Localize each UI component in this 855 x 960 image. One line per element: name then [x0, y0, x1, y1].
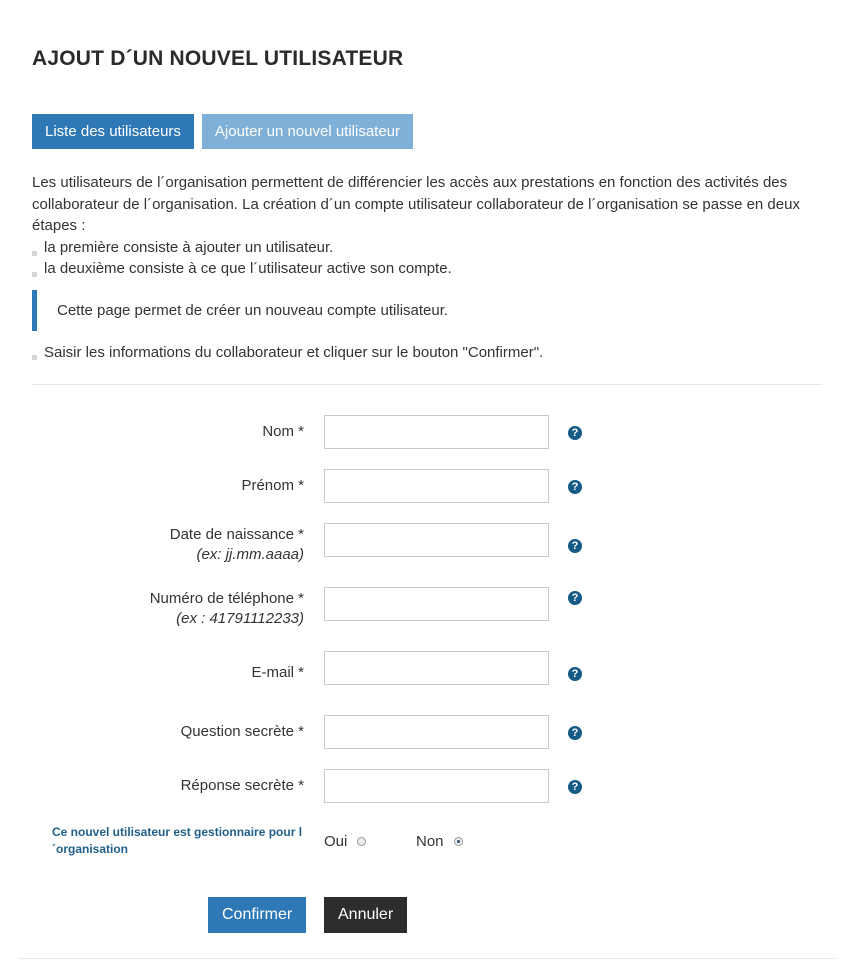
instruction-text: Saisir les informations du collaborateur et cliquer sur le bouton "Confirmer". [32, 344, 543, 361]
field-hint: (ex: jj.mm.aaaa) [196, 546, 304, 563]
field-label-text: Question secrète * [180, 723, 304, 740]
question-circle-icon[interactable]: ? [568, 591, 582, 605]
field-label-birthdate [170, 525, 304, 565]
radio-label-non: Non [416, 833, 444, 850]
radio-label-oui: Oui [324, 833, 348, 850]
field-label-text: Date de naissance * [169, 526, 304, 543]
field-label-text: Réponse secrète * [180, 777, 304, 794]
field-label-text: Numéro de téléphone * [149, 590, 304, 607]
radio-oui[interactable] [357, 837, 366, 846]
field-label-text: Nom * [262, 423, 304, 440]
phone-input[interactable] [324, 587, 549, 621]
question-circle-icon[interactable]: ? [568, 726, 582, 740]
tab-add-user[interactable]: Ajouter un nouvel utilisateur [202, 114, 413, 149]
question-circle-icon[interactable]: ? [568, 426, 582, 440]
radio-non[interactable] [454, 837, 463, 846]
question-circle-icon[interactable]: ? [568, 667, 582, 681]
secret-answer-input[interactable] [324, 769, 549, 803]
field-label-email [251, 663, 304, 683]
page-title: AJOUT D´UN NOUVEL UTILISATEUR [32, 47, 404, 70]
step-item: la deuxième consiste à ce que l´utilisateur active son compte. [32, 258, 822, 280]
info-note: Cette page permet de créer un nouveau compte utilisateur. [32, 290, 812, 331]
steps-list [32, 237, 822, 280]
divider [18, 958, 836, 959]
confirm-button[interactable]: Confirmer [208, 897, 306, 933]
question-circle-icon[interactable]: ? [568, 539, 582, 553]
field-label-text: Prénom * [241, 477, 304, 494]
intro-text [32, 172, 822, 280]
field-label-phone [150, 589, 304, 629]
intro-paragraph: Les utilisateurs de l´organisation permettent de différencier les accès aux prestations en fonction des activités des collaborateur de l´organisation. La création d´un compte utilisateur collaborateur de l´organisation se passe en deux étapes : [32, 174, 800, 234]
manager-question-label: Ce nouvel utilisateur est gestionnaire pour l´organisation [52, 825, 303, 856]
field-label-text: E-mail * [251, 664, 304, 681]
field-label-secret-answer [181, 776, 304, 796]
question-circle-icon[interactable]: ? [568, 480, 582, 494]
radio-option-oui[interactable] [324, 833, 366, 850]
email-input[interactable] [324, 651, 549, 685]
nom-input[interactable] [324, 415, 549, 449]
cancel-button[interactable]: Annuler [324, 897, 407, 933]
birthdate-input[interactable] [324, 523, 549, 557]
tab-user-list[interactable]: Liste des utilisateurs [32, 114, 194, 149]
field-label-prenom [241, 476, 304, 496]
radio-option-non[interactable] [416, 833, 463, 850]
secret-question-input[interactable] [324, 715, 549, 749]
prenom-input[interactable] [324, 469, 549, 503]
field-hint: (ex : 41791112233) [176, 610, 304, 627]
field-label-secret-question [181, 722, 304, 742]
divider [32, 384, 822, 385]
tab-bar [32, 114, 413, 149]
question-circle-icon[interactable]: ? [568, 780, 582, 794]
step-item: la première consiste à ajouter un utilisateur. [32, 237, 822, 259]
field-label-nom [262, 422, 304, 442]
